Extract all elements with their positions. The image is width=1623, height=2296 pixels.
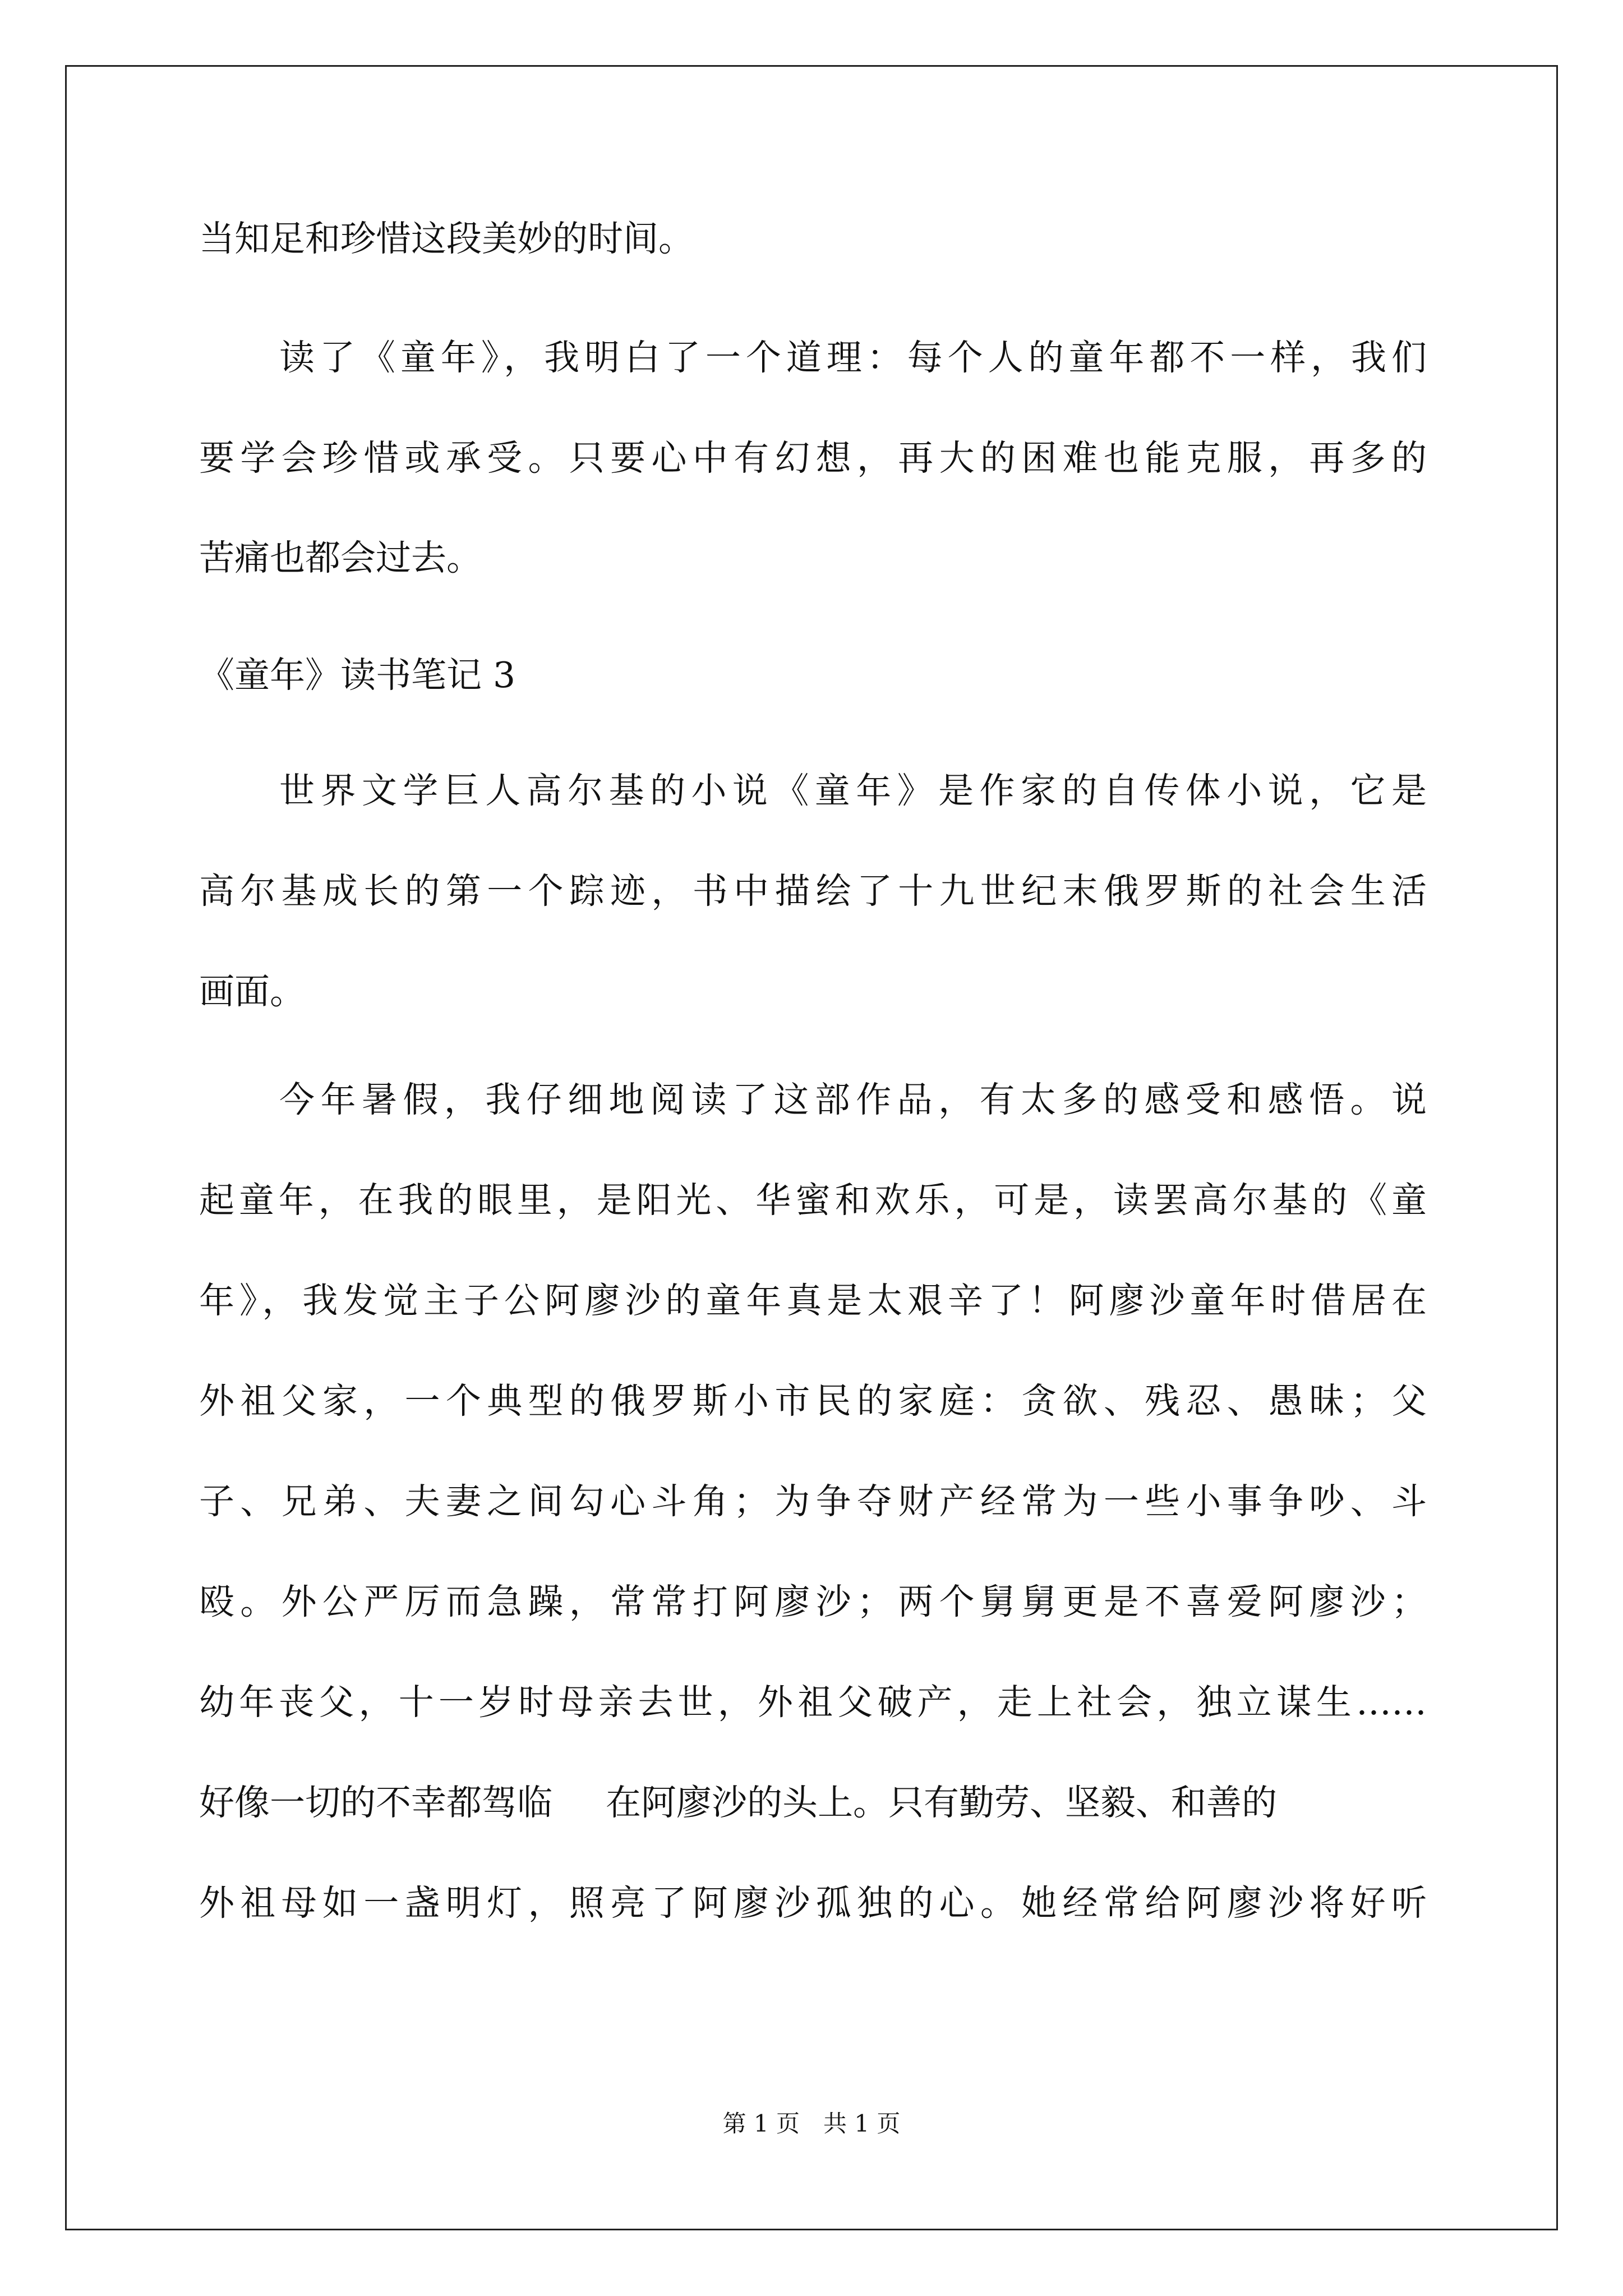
text-line-16-part-a: 好像一切的不幸都驾临 — [199, 1782, 552, 1823]
section-heading: 《童年》读书笔记 3 — [199, 655, 516, 696]
text-line-8: 画面。 — [199, 971, 305, 1012]
text-line-14: 殴。外公严厉而急躁，常常打阿廖沙；两个舅舅更是不喜爱阿廖沙； — [199, 1581, 1427, 1622]
text-line-4: 苦痛也都会过去。 — [199, 537, 482, 578]
text-line-3: 要学会珍惜或承受。只要心中有幻想，再大的困难也能克服，再多的 — [199, 438, 1427, 478]
text-line-16-part-b: 在阿廖沙的头上。只有勤劳、坚毅、和善的 — [606, 1782, 1277, 1823]
text-line-17: 外祖母如一盏明灯，照亮了阿廖沙孤独的心。她经常给阿廖沙将好听 — [199, 1883, 1427, 1924]
text-line-10: 起童年，在我的眼里，是阳光、华蜜和欢乐，可是，读罢高尔基的《童 — [199, 1180, 1427, 1221]
text-line-7: 高尔基成长的第一个踪迹，书中描绘了十九世纪末俄罗斯的社会生活 — [199, 871, 1427, 912]
text-line-1: 当知足和珍惜这段美妙的时间。 — [199, 218, 694, 259]
page-number-footer: 第 1 页 共 1 页 — [722, 2110, 901, 2137]
text-line-12: 外祖父家，一个典型的俄罗斯小市民的家庭：贪欲、残忍、愚昧；父 — [199, 1381, 1427, 1421]
text-line-13: 子、兄弟、夫妻之间勾心斗角；为争夺财产经常为一些小事争吵、斗 — [199, 1481, 1427, 1522]
text-line-11: 年》，我发觉主子公阿廖沙的童年真是太艰辛了！阿廖沙童年时借居在 — [199, 1280, 1427, 1321]
text-line-6: 世界文学巨人高尔基的小说《童年》是作家的自传体小说，它是 — [279, 770, 1427, 811]
text-line-9: 今年暑假，我仔细地阅读了这部作品，有太多的感受和感悟。说 — [279, 1079, 1427, 1120]
text-line-16 — [199, 1782, 1277, 1823]
text-line-2: 读了《童年》，我明白了一个道理：每个人的童年都不一样，我们 — [279, 337, 1427, 378]
text-line-15: 幼年丧父，十一岁时母亲去世，外祖父破产，走上社会，独立谋生…… — [199, 1682, 1427, 1723]
